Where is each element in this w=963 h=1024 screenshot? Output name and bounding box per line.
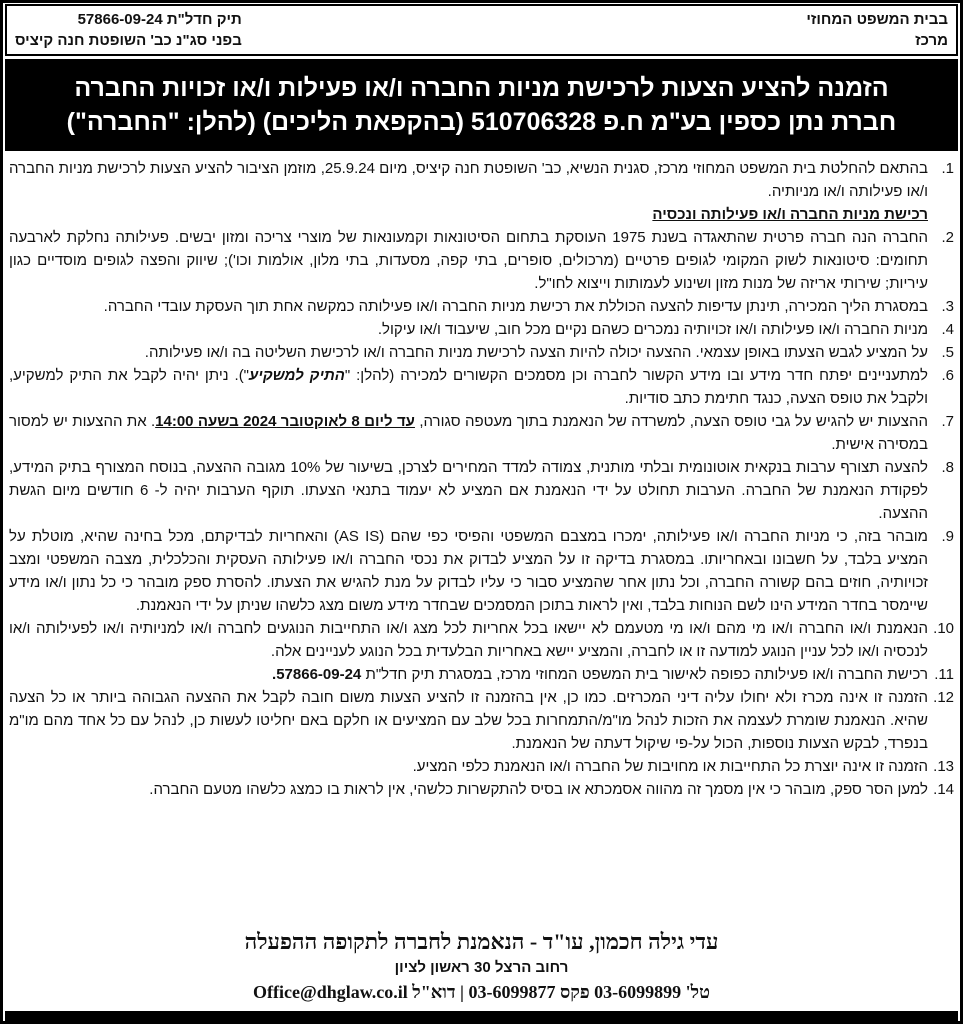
text-segment: הזמנה זו אינה יוצרת כל התחייבות או מחויבות של החברה ו/או הנאמנת כלפי המציע. — [412, 758, 928, 775]
text-segment: להצעה תצורף ערבות בנקאית אוטונומית ובלתי מותנית, צמודה למדד המחירים לצרכן, בשיעור של 10% מגובה ההצעה, בנוסח המצורף בתיק המידע, לפקודת הנאמנת של החברה. הערבות תחולט על ידי הנאמנת אם המציע לא יעמוד בתנאי הצעתו. תוקף הערבות יהיה ל- 6 חודשים מיום הגשת ההצעה. — [9, 459, 929, 522]
text-segment: "). ניתן יהיה לקבל את התיק למשקיע, ולקבל את טופס הצעה, כנגד חתימת כתב סודיות. — [9, 367, 928, 407]
list-item — [9, 755, 954, 778]
item-text — [9, 456, 928, 525]
footer-bar — [5, 1011, 958, 1021]
item-number: 14. — [933, 781, 954, 798]
item-text — [9, 226, 928, 295]
list-item — [9, 778, 954, 801]
item-text — [9, 663, 928, 686]
item-text — [9, 410, 928, 456]
text-segment: למען הסר ספק, מובהר כי אין מסמך זה מהווה אסמכתא או בסיס להתקשרות כלשהי, אין לראות בו כמצג כלשהו מטעם החברה. — [149, 781, 928, 798]
item-text — [9, 778, 928, 801]
list-item — [9, 226, 954, 295]
text-segment: למתעניינים יפתח חדר מידע ובו מידע הקשור לחברה וכן מסמכים הקשורים למכירה (להלן: " — [344, 367, 929, 384]
emphasized-text: התיק למשקיע — [249, 367, 345, 384]
list-item — [9, 663, 954, 686]
item-text — [9, 157, 928, 203]
item-text — [9, 686, 928, 755]
item-number: 6. — [941, 367, 954, 384]
text-segment: ההצעות יש להגיש על גבי טופס הצעה, למשרדה של הנאמנת בתוך מעטפה סגורה, — [414, 413, 928, 430]
court-info — [806, 9, 948, 51]
emphasized-text: עד ליום 8 לאוקטובר 2024 בשעה 14:00 — [155, 413, 415, 430]
item-number: 13. — [933, 758, 954, 775]
item-number: 1. — [941, 160, 954, 177]
section-subheading: רכישת מניות החברה ו/או פעילותה ונכסיה — [652, 206, 928, 223]
item-number: 12. — [933, 689, 954, 706]
item-text — [9, 341, 928, 364]
notice-title — [5, 59, 958, 151]
item-number: 9. — [941, 528, 954, 545]
list-item — [9, 525, 954, 617]
text-segment: הזמנה זו אינה מכרז ולא יחולו עליה דיני המכרזים. כמו כן, אין בהזמנה זו להציע הצעות משום חובה לקבל את ההצעה הגבוהה ביותר או כל הצעה שהיא. הנאמנת שומרת לעצמה את הזכות לנהל מו"מ/התמחרות בכל שלב עם המציעים או חלקם באם יחליטו לעשות כן, לנהל עם כל אחד מהם מו"מ בנפרד, לבקש הצעות נוספות, הכול על-פי שיקול דעתה של הנאמנת. — [9, 689, 928, 752]
item-text — [9, 755, 928, 778]
item-number: 10. — [933, 620, 954, 637]
court-district: מרכז — [915, 32, 948, 49]
item-number: 3. — [941, 298, 954, 315]
list-item — [9, 410, 954, 456]
item-text — [9, 318, 928, 341]
item-number: 2. — [941, 229, 954, 246]
trustee-contact: טל' 03-6099899 פקס 03-6099877 | דוא"ל Office@dhglaw.co.il — [253, 982, 710, 1002]
trustee-address: רחוב הרצל 30 ראשון לציון — [394, 959, 569, 976]
item-text — [9, 364, 928, 410]
list-item — [9, 318, 954, 341]
text-segment: . את ההצעות יש למסור במסירה אישית. — [9, 413, 928, 453]
item-number: 8. — [941, 459, 954, 476]
text-segment: מובהר בזה, כי מניות החברה ו/או פעילותה, ימכרו במצבם המשפטי והפיסי כפי שהם (AS IS) והאחריות לבדיקתם, מכל בחינה שהיא, מוטלת על המציע בלבד, על חשבונו ובאחריותו. במסגרת בדיקה זו על המציע לבדוק את נכסי החברה ו/או פעילותה העסקית והכלכלית, מצבה המשפטי ומצב זכויותיה, חוזים בהם קשורה החברה, וכל נתון אחר שהמציע סבור כי עליו לבדוק על מנת להגיש את הצעתו. להסרת ספק מובהר כי כל נתון ו/או מידע שיימסר בחדר המידע הינו לשם הנוחות בלבד, ואין לראות בתוכן המסמכים שבחדר מידע משום מצג כלשהו שניתן על ידי הנאמנת. — [9, 528, 928, 614]
list-item — [9, 617, 954, 663]
list-item — [9, 456, 954, 525]
case-info — [15, 9, 242, 51]
text-segment: על המציע לגבש הצעתו באופן עצמאי. ההצעה יכולה להיות הצעה לרכישת מניות החברה ו/או לרכישת השליטה בה ו/או פעילותה. — [144, 344, 928, 361]
title-line-2: חברת נתן כספין בע"מ ח.פ 510706328 (בהקפאת הליכים) (להלן: "החברה") — [66, 108, 897, 136]
case-number: תיק חדל"ת 57866-09-24 — [77, 11, 242, 28]
judge-name: בפני סג"נ כב' השופטת חנה קיציס — [15, 32, 242, 49]
list-item — [9, 157, 954, 203]
court-name: בבית המשפט המחוזי — [806, 11, 948, 28]
text-segment: החברה הנה חברה פרטית שהתאגדה בשנת 1975 העוסקת בתחום הסיטונאות וקמעונאות של מוצרי צריכה ומזון יבשים. פעילותה נחלקת לארבעה תחומים: סיטונאות לשוק המקומי לגופים פרטיים (מרכולים, סופרים, בתי קפה, מסעדות, בתי מלון, אולמות וכו'); שיווק והפצה לגופים מוסדיים כגון עיריות; שירותי אריזה של מנות מזון ושינוע לעמותות וייצוא לחו"ל. — [9, 229, 929, 292]
item-text — [9, 295, 928, 318]
item-text — [9, 525, 928, 617]
item-number: 4. — [941, 321, 954, 338]
trustee-name: עדי גילה חכמון, עו"ד - הנאמנת לחברה לתקופה ההפעלה — [244, 929, 719, 954]
item-number: 7. — [941, 413, 954, 430]
title-line-1: הזמנה להציע הצעות לרכישת מניות החברה ו/או פעילות ו/או זכויות החברה — [74, 74, 889, 102]
notice-body — [5, 151, 958, 801]
list-item — [9, 295, 954, 318]
court-header — [5, 4, 958, 56]
item-text — [9, 617, 928, 663]
list-item — [9, 686, 954, 755]
text-segment: בהתאם להחלטת בית המשפט המחוזי מרכז, סגנית הנשיא, כב' השופטת חנה קיציס, מיום 25.9.24, מוזמן הציבור להציע הצעות לרכישת מניות החברה ו/או פעילותה ו/או מניותיה. — [9, 160, 928, 200]
emphasized-text: 57866-09-24. — [272, 666, 362, 683]
text-segment: הנאמנת ו/או החברה ו/או מי מהם ו/או מי מטעמם לא יישאו בכל אחריות לכל מצג ו/או התחייבות הנוגעים לחברה ו/או למניותיה ו/או לפעילותה ו/או לנכסיה ו/או לכל עניין הנוגע למודעה זו או לחברה, והמציע יישא באחריות הבלעדית בכל הנוגע לעניינים אלה. — [9, 620, 928, 660]
list-item — [9, 341, 954, 364]
text-segment: במסגרת הליך המכירה, תינתן עדיפות להצעה הכוללת את רכישת מניות החברה ו/או פעילותה כמקשה אחת תוך העסקת עובדי החברה. — [103, 298, 928, 315]
list-item — [9, 364, 954, 410]
text-segment: רכישת החברה ו/או פעילותה כפופה לאישור בית המשפט המחוזי מרכז, במסגרת תיק חדל"ת — [361, 666, 928, 683]
text-segment: מניות החברה ו/או פעילותה ו/או זכויותיה נמכרים כשהם נקיים מכל חוב, שיעבוד ו/או עיקול. — [377, 321, 928, 338]
item-number: 5. — [941, 344, 954, 361]
item-number: 11. — [934, 666, 954, 683]
signature-block — [5, 917, 958, 1011]
